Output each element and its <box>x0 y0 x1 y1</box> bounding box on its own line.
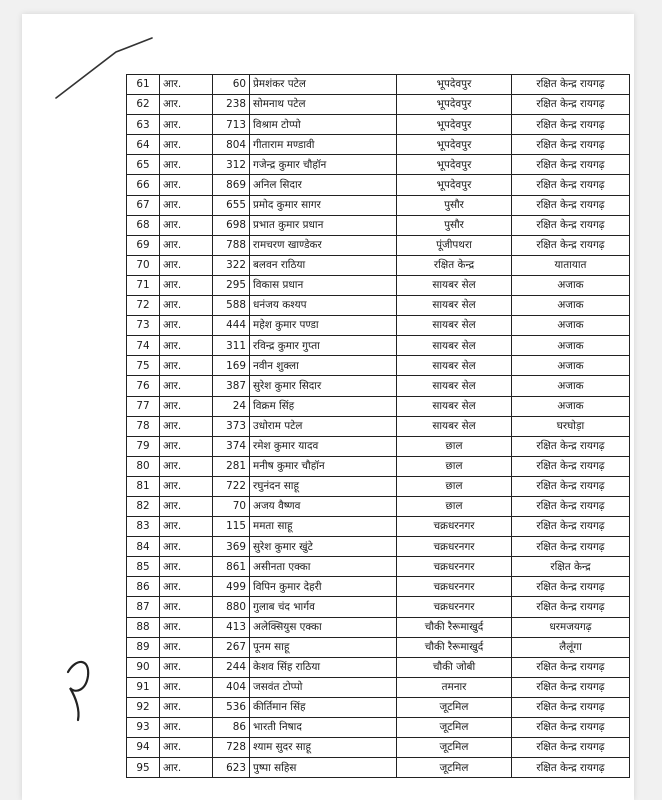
transfer-destination-cell: रक्षित केन्द्र रायगढ़ <box>512 677 630 697</box>
badge-number-cell: 387 <box>213 376 250 396</box>
table-row <box>127 135 630 155</box>
transfer-destination-cell: रक्षित केन्द्र रायगढ़ <box>512 718 630 738</box>
serial-number-cell: 86 <box>127 577 160 597</box>
serial-number-cell: 75 <box>127 356 160 376</box>
badge-number-cell: 728 <box>213 738 250 758</box>
transfer-destination-cell: रक्षित केन्द्र रायगढ़ <box>512 195 630 215</box>
badge-number-cell: 499 <box>213 577 250 597</box>
table-row <box>127 517 630 537</box>
rank-cell: आर. <box>160 215 213 235</box>
rank-cell: आर. <box>160 115 213 135</box>
serial-number-cell: 68 <box>127 215 160 235</box>
rank-cell: आर. <box>160 697 213 717</box>
current-posting-cell: पूंजीपथरा <box>397 235 512 255</box>
table-row <box>127 617 630 637</box>
current-posting-cell: चक्रधरनगर <box>397 537 512 557</box>
personnel-table-body <box>127 75 630 778</box>
rank-cell: आर. <box>160 195 213 215</box>
table-row <box>127 456 630 476</box>
serial-number-cell: 84 <box>127 537 160 557</box>
badge-number-cell: 804 <box>213 135 250 155</box>
current-posting-cell: भूपदेवपुर <box>397 135 512 155</box>
current-posting-cell: चौकी जोबी <box>397 657 512 677</box>
serial-number-cell: 93 <box>127 718 160 738</box>
rank-cell: आर. <box>160 577 213 597</box>
name-cell: नवीन शुक्ला <box>250 356 397 376</box>
name-cell: अलेक्सियुस एक्का <box>250 617 397 637</box>
badge-number-cell: 24 <box>213 396 250 416</box>
transfer-destination-cell: रक्षित केन्द्र रायगढ़ <box>512 436 630 456</box>
rank-cell: आर. <box>160 557 213 577</box>
current-posting-cell: जूटमिल <box>397 697 512 717</box>
table-row <box>127 175 630 195</box>
serial-number-cell: 79 <box>127 436 160 456</box>
name-cell: गीताराम मण्डावी <box>250 135 397 155</box>
name-cell: रघुनंदन साहू <box>250 476 397 496</box>
transfer-destination-cell: अजाक <box>512 356 630 376</box>
serial-number-cell: 67 <box>127 195 160 215</box>
transfer-destination-cell: अजाक <box>512 275 630 295</box>
table-row <box>127 316 630 336</box>
transfer-destination-cell: रक्षित केन्द्र रायगढ़ <box>512 537 630 557</box>
current-posting-cell: पुसौर <box>397 195 512 215</box>
badge-number-cell: 267 <box>213 637 250 657</box>
table-row <box>127 115 630 135</box>
name-cell: असीनता एक्का <box>250 557 397 577</box>
serial-number-cell: 71 <box>127 275 160 295</box>
badge-number-cell: 404 <box>213 677 250 697</box>
rank-cell: आर. <box>160 537 213 557</box>
name-cell: जसवंत टोप्पो <box>250 677 397 697</box>
serial-number-cell: 72 <box>127 296 160 316</box>
table-row <box>127 637 630 657</box>
current-posting-cell: छाल <box>397 496 512 516</box>
table-row <box>127 296 630 316</box>
rank-cell: आर. <box>160 436 213 456</box>
table-row <box>127 275 630 295</box>
transfer-destination-cell: यातायात <box>512 255 630 275</box>
name-cell: भारती निषाद <box>250 718 397 738</box>
name-cell: रविन्द्र कुमार गुप्ता <box>250 336 397 356</box>
serial-number-cell: 88 <box>127 617 160 637</box>
current-posting-cell: तमनार <box>397 677 512 697</box>
serial-number-cell: 81 <box>127 476 160 496</box>
serial-number-cell: 78 <box>127 416 160 436</box>
rank-cell: आर. <box>160 235 213 255</box>
table-row <box>127 758 630 778</box>
current-posting-cell: रक्षित केन्द्र <box>397 255 512 275</box>
name-cell: रमेश कुमार यादव <box>250 436 397 456</box>
badge-number-cell: 655 <box>213 195 250 215</box>
current-posting-cell: चौकी रैरूमाखुर्द <box>397 617 512 637</box>
badge-number-cell: 373 <box>213 416 250 436</box>
serial-number-cell: 89 <box>127 637 160 657</box>
name-cell: केशव सिंह राठिया <box>250 657 397 677</box>
rank-cell: आर. <box>160 677 213 697</box>
transfer-destination-cell: अजाक <box>512 396 630 416</box>
name-cell: धनंजय कश्यप <box>250 296 397 316</box>
badge-number-cell: 281 <box>213 456 250 476</box>
table-row <box>127 416 630 436</box>
serial-number-cell: 74 <box>127 336 160 356</box>
transfer-destination-cell: रक्षित केन्द्र रायगढ़ <box>512 476 630 496</box>
badge-number-cell: 311 <box>213 336 250 356</box>
current-posting-cell: छाल <box>397 436 512 456</box>
serial-number-cell: 70 <box>127 255 160 275</box>
current-posting-cell: जूटमिल <box>397 718 512 738</box>
table-row <box>127 75 630 95</box>
table-row <box>127 356 630 376</box>
table-row <box>127 496 630 516</box>
name-cell: सुरेश कुमार खुंटे <box>250 537 397 557</box>
transfer-destination-cell: रक्षित केन्द्र <box>512 557 630 577</box>
badge-number-cell: 115 <box>213 517 250 537</box>
transfer-destination-cell: रक्षित केन्द्र रायगढ़ <box>512 758 630 778</box>
badge-number-cell: 536 <box>213 697 250 717</box>
current-posting-cell: पुसौर <box>397 215 512 235</box>
transfer-destination-cell: रक्षित केन्द्र रायगढ़ <box>512 215 630 235</box>
serial-number-cell: 63 <box>127 115 160 135</box>
current-posting-cell: सायबर सेल <box>397 275 512 295</box>
current-posting-cell: भूपदेवपुर <box>397 75 512 95</box>
rank-cell: आर. <box>160 275 213 295</box>
transfer-destination-cell: रक्षित केन्द्र रायगढ़ <box>512 697 630 717</box>
name-cell: पुष्पा सहिस <box>250 758 397 778</box>
name-cell: श्याम सुदर साहू <box>250 738 397 758</box>
rank-cell: आर. <box>160 496 213 516</box>
current-posting-cell: भूपदेवपुर <box>397 175 512 195</box>
current-posting-cell: सायबर सेल <box>397 336 512 356</box>
current-posting-cell: चक्रधरनगर <box>397 597 512 617</box>
badge-number-cell: 60 <box>213 75 250 95</box>
transfer-destination-cell: रक्षित केन्द्र रायगढ़ <box>512 496 630 516</box>
current-posting-cell: चक्रधरनगर <box>397 577 512 597</box>
badge-number-cell: 244 <box>213 657 250 677</box>
table-row <box>127 215 630 235</box>
transfer-destination-cell: लैलूंगा <box>512 637 630 657</box>
name-cell: विपिन कुमार देहरी <box>250 577 397 597</box>
table-row <box>127 718 630 738</box>
current-posting-cell: चक्रधरनगर <box>397 517 512 537</box>
serial-number-cell: 73 <box>127 316 160 336</box>
serial-number-cell: 83 <box>127 517 160 537</box>
current-posting-cell: सायबर सेल <box>397 316 512 336</box>
table-row <box>127 396 630 416</box>
name-cell: गजेन्द्र कुमार चौहॉन <box>250 155 397 175</box>
table-row <box>127 235 630 255</box>
table-row <box>127 95 630 115</box>
rank-cell: आर. <box>160 637 213 657</box>
current-posting-cell: जूटमिल <box>397 738 512 758</box>
personnel-table <box>126 74 630 778</box>
serial-number-cell: 92 <box>127 697 160 717</box>
serial-number-cell: 64 <box>127 135 160 155</box>
rank-cell: आर. <box>160 758 213 778</box>
serial-number-cell: 66 <box>127 175 160 195</box>
badge-number-cell: 623 <box>213 758 250 778</box>
badge-number-cell: 444 <box>213 316 250 336</box>
table-row <box>127 738 630 758</box>
rank-cell: आर. <box>160 657 213 677</box>
table-row <box>127 697 630 717</box>
table-row <box>127 557 630 577</box>
transfer-destination-cell: रक्षित केन्द्र रायगढ़ <box>512 115 630 135</box>
transfer-destination-cell: रक्षित केन्द्र रायगढ़ <box>512 517 630 537</box>
handwritten-initial <box>62 654 102 724</box>
name-cell: विक्रम सिंह <box>250 396 397 416</box>
badge-number-cell: 861 <box>213 557 250 577</box>
transfer-destination-cell: अजाक <box>512 376 630 396</box>
serial-number-cell: 90 <box>127 657 160 677</box>
name-cell: प्रेमशंकर पटेल <box>250 75 397 95</box>
transfer-destination-cell: रक्षित केन्द्र रायगढ़ <box>512 235 630 255</box>
rank-cell: आर. <box>160 617 213 637</box>
transfer-destination-cell: अजाक <box>512 316 630 336</box>
name-cell: विकास प्रधान <box>250 275 397 295</box>
rank-cell: आर. <box>160 416 213 436</box>
badge-number-cell: 238 <box>213 95 250 115</box>
transfer-destination-cell: रक्षित केन्द्र रायगढ़ <box>512 738 630 758</box>
rank-cell: आर. <box>160 356 213 376</box>
current-posting-cell: सायबर सेल <box>397 376 512 396</box>
name-cell: बलवन राठिया <box>250 255 397 275</box>
badge-number-cell: 295 <box>213 275 250 295</box>
badge-number-cell: 698 <box>213 215 250 235</box>
table-row <box>127 336 630 356</box>
current-posting-cell: भूपदेवपुर <box>397 115 512 135</box>
rank-cell: आर. <box>160 75 213 95</box>
name-cell: अनिल सिदार <box>250 175 397 195</box>
table-row <box>127 577 630 597</box>
badge-number-cell: 369 <box>213 537 250 557</box>
name-cell: गुलाब चंद भार्गव <box>250 597 397 617</box>
serial-number-cell: 91 <box>127 677 160 697</box>
serial-number-cell: 80 <box>127 456 160 476</box>
transfer-destination-cell: अजाक <box>512 336 630 356</box>
transfer-destination-cell: रक्षित केन्द्र रायगढ़ <box>512 75 630 95</box>
name-cell: महेश कुमार पण्डा <box>250 316 397 336</box>
transfer-destination-cell: धरमजयगढ़ <box>512 617 630 637</box>
rank-cell: आर. <box>160 255 213 275</box>
table-row <box>127 155 630 175</box>
table-row <box>127 255 630 275</box>
rank-cell: आर. <box>160 396 213 416</box>
rank-cell: आर. <box>160 95 213 115</box>
transfer-destination-cell: रक्षित केन्द्र रायगढ़ <box>512 175 630 195</box>
current-posting-cell: चौकी रैरूमाखुर्द <box>397 637 512 657</box>
transfer-destination-cell: रक्षित केन्द्र रायगढ़ <box>512 456 630 476</box>
name-cell: कीर्तिमान सिंह <box>250 697 397 717</box>
current-posting-cell: छाल <box>397 456 512 476</box>
current-posting-cell: चक्रधरनगर <box>397 557 512 577</box>
rank-cell: आर. <box>160 135 213 155</box>
rank-cell: आर. <box>160 718 213 738</box>
name-cell: रामचरण खाण्डेकर <box>250 235 397 255</box>
transfer-destination-cell: रक्षित केन्द्र रायगढ़ <box>512 597 630 617</box>
rank-cell: आर. <box>160 336 213 356</box>
current-posting-cell: सायबर सेल <box>397 356 512 376</box>
badge-number-cell: 312 <box>213 155 250 175</box>
name-cell: अजय वैष्णव <box>250 496 397 516</box>
table-row <box>127 476 630 496</box>
badge-number-cell: 322 <box>213 255 250 275</box>
document-page <box>22 14 634 800</box>
serial-number-cell: 61 <box>127 75 160 95</box>
transfer-destination-cell: घरघोड़ा <box>512 416 630 436</box>
rank-cell: आर. <box>160 376 213 396</box>
rank-cell: आर. <box>160 738 213 758</box>
table-row <box>127 436 630 456</box>
table-row <box>127 597 630 617</box>
transfer-destination-cell: रक्षित केन्द्र रायगढ़ <box>512 155 630 175</box>
current-posting-cell: सायबर सेल <box>397 396 512 416</box>
badge-number-cell: 70 <box>213 496 250 516</box>
table-row <box>127 376 630 396</box>
rank-cell: आर. <box>160 476 213 496</box>
badge-number-cell: 713 <box>213 115 250 135</box>
current-posting-cell: भूपदेवपुर <box>397 155 512 175</box>
badge-number-cell: 880 <box>213 597 250 617</box>
rank-cell: आर. <box>160 175 213 195</box>
badge-number-cell: 86 <box>213 718 250 738</box>
serial-number-cell: 82 <box>127 496 160 516</box>
name-cell: सुरेश कुमार सिदार <box>250 376 397 396</box>
transfer-destination-cell: अजाक <box>512 296 630 316</box>
serial-number-cell: 95 <box>127 758 160 778</box>
name-cell: मनीष कुमार चौहॉन <box>250 456 397 476</box>
serial-number-cell: 94 <box>127 738 160 758</box>
badge-number-cell: 722 <box>213 476 250 496</box>
name-cell: पूनम साहू <box>250 637 397 657</box>
transfer-destination-cell: रक्षित केन्द्र रायगढ़ <box>512 657 630 677</box>
rank-cell: आर. <box>160 597 213 617</box>
badge-number-cell: 169 <box>213 356 250 376</box>
serial-number-cell: 77 <box>127 396 160 416</box>
name-cell: उधोराम पटेल <box>250 416 397 436</box>
rank-cell: आर. <box>160 155 213 175</box>
table-row <box>127 657 630 677</box>
name-cell: सोमनाथ पटेल <box>250 95 397 115</box>
serial-number-cell: 65 <box>127 155 160 175</box>
name-cell: प्रमोद कुमार सागर <box>250 195 397 215</box>
name-cell: प्रभात कुमार प्रधान <box>250 215 397 235</box>
transfer-destination-cell: रक्षित केन्द्र रायगढ़ <box>512 95 630 115</box>
transfer-destination-cell: रक्षित केन्द्र रायगढ़ <box>512 135 630 155</box>
table-row <box>127 195 630 215</box>
current-posting-cell: छाल <box>397 476 512 496</box>
rank-cell: आर. <box>160 517 213 537</box>
serial-number-cell: 62 <box>127 95 160 115</box>
badge-number-cell: 588 <box>213 296 250 316</box>
badge-number-cell: 869 <box>213 175 250 195</box>
badge-number-cell: 788 <box>213 235 250 255</box>
serial-number-cell: 69 <box>127 235 160 255</box>
current-posting-cell: जूटमिल <box>397 758 512 778</box>
serial-number-cell: 85 <box>127 557 160 577</box>
name-cell: ममता साहू <box>250 517 397 537</box>
rank-cell: आर. <box>160 296 213 316</box>
badge-number-cell: 374 <box>213 436 250 456</box>
rank-cell: आर. <box>160 456 213 476</box>
table-row <box>127 537 630 557</box>
current-posting-cell: भूपदेवपुर <box>397 95 512 115</box>
serial-number-cell: 87 <box>127 597 160 617</box>
table-row <box>127 677 630 697</box>
serial-number-cell: 76 <box>127 376 160 396</box>
current-posting-cell: सायबर सेल <box>397 416 512 436</box>
name-cell: विश्राम टोप्पो <box>250 115 397 135</box>
badge-number-cell: 413 <box>213 617 250 637</box>
rank-cell: आर. <box>160 316 213 336</box>
current-posting-cell: सायबर सेल <box>397 296 512 316</box>
transfer-destination-cell: रक्षित केन्द्र रायगढ़ <box>512 577 630 597</box>
